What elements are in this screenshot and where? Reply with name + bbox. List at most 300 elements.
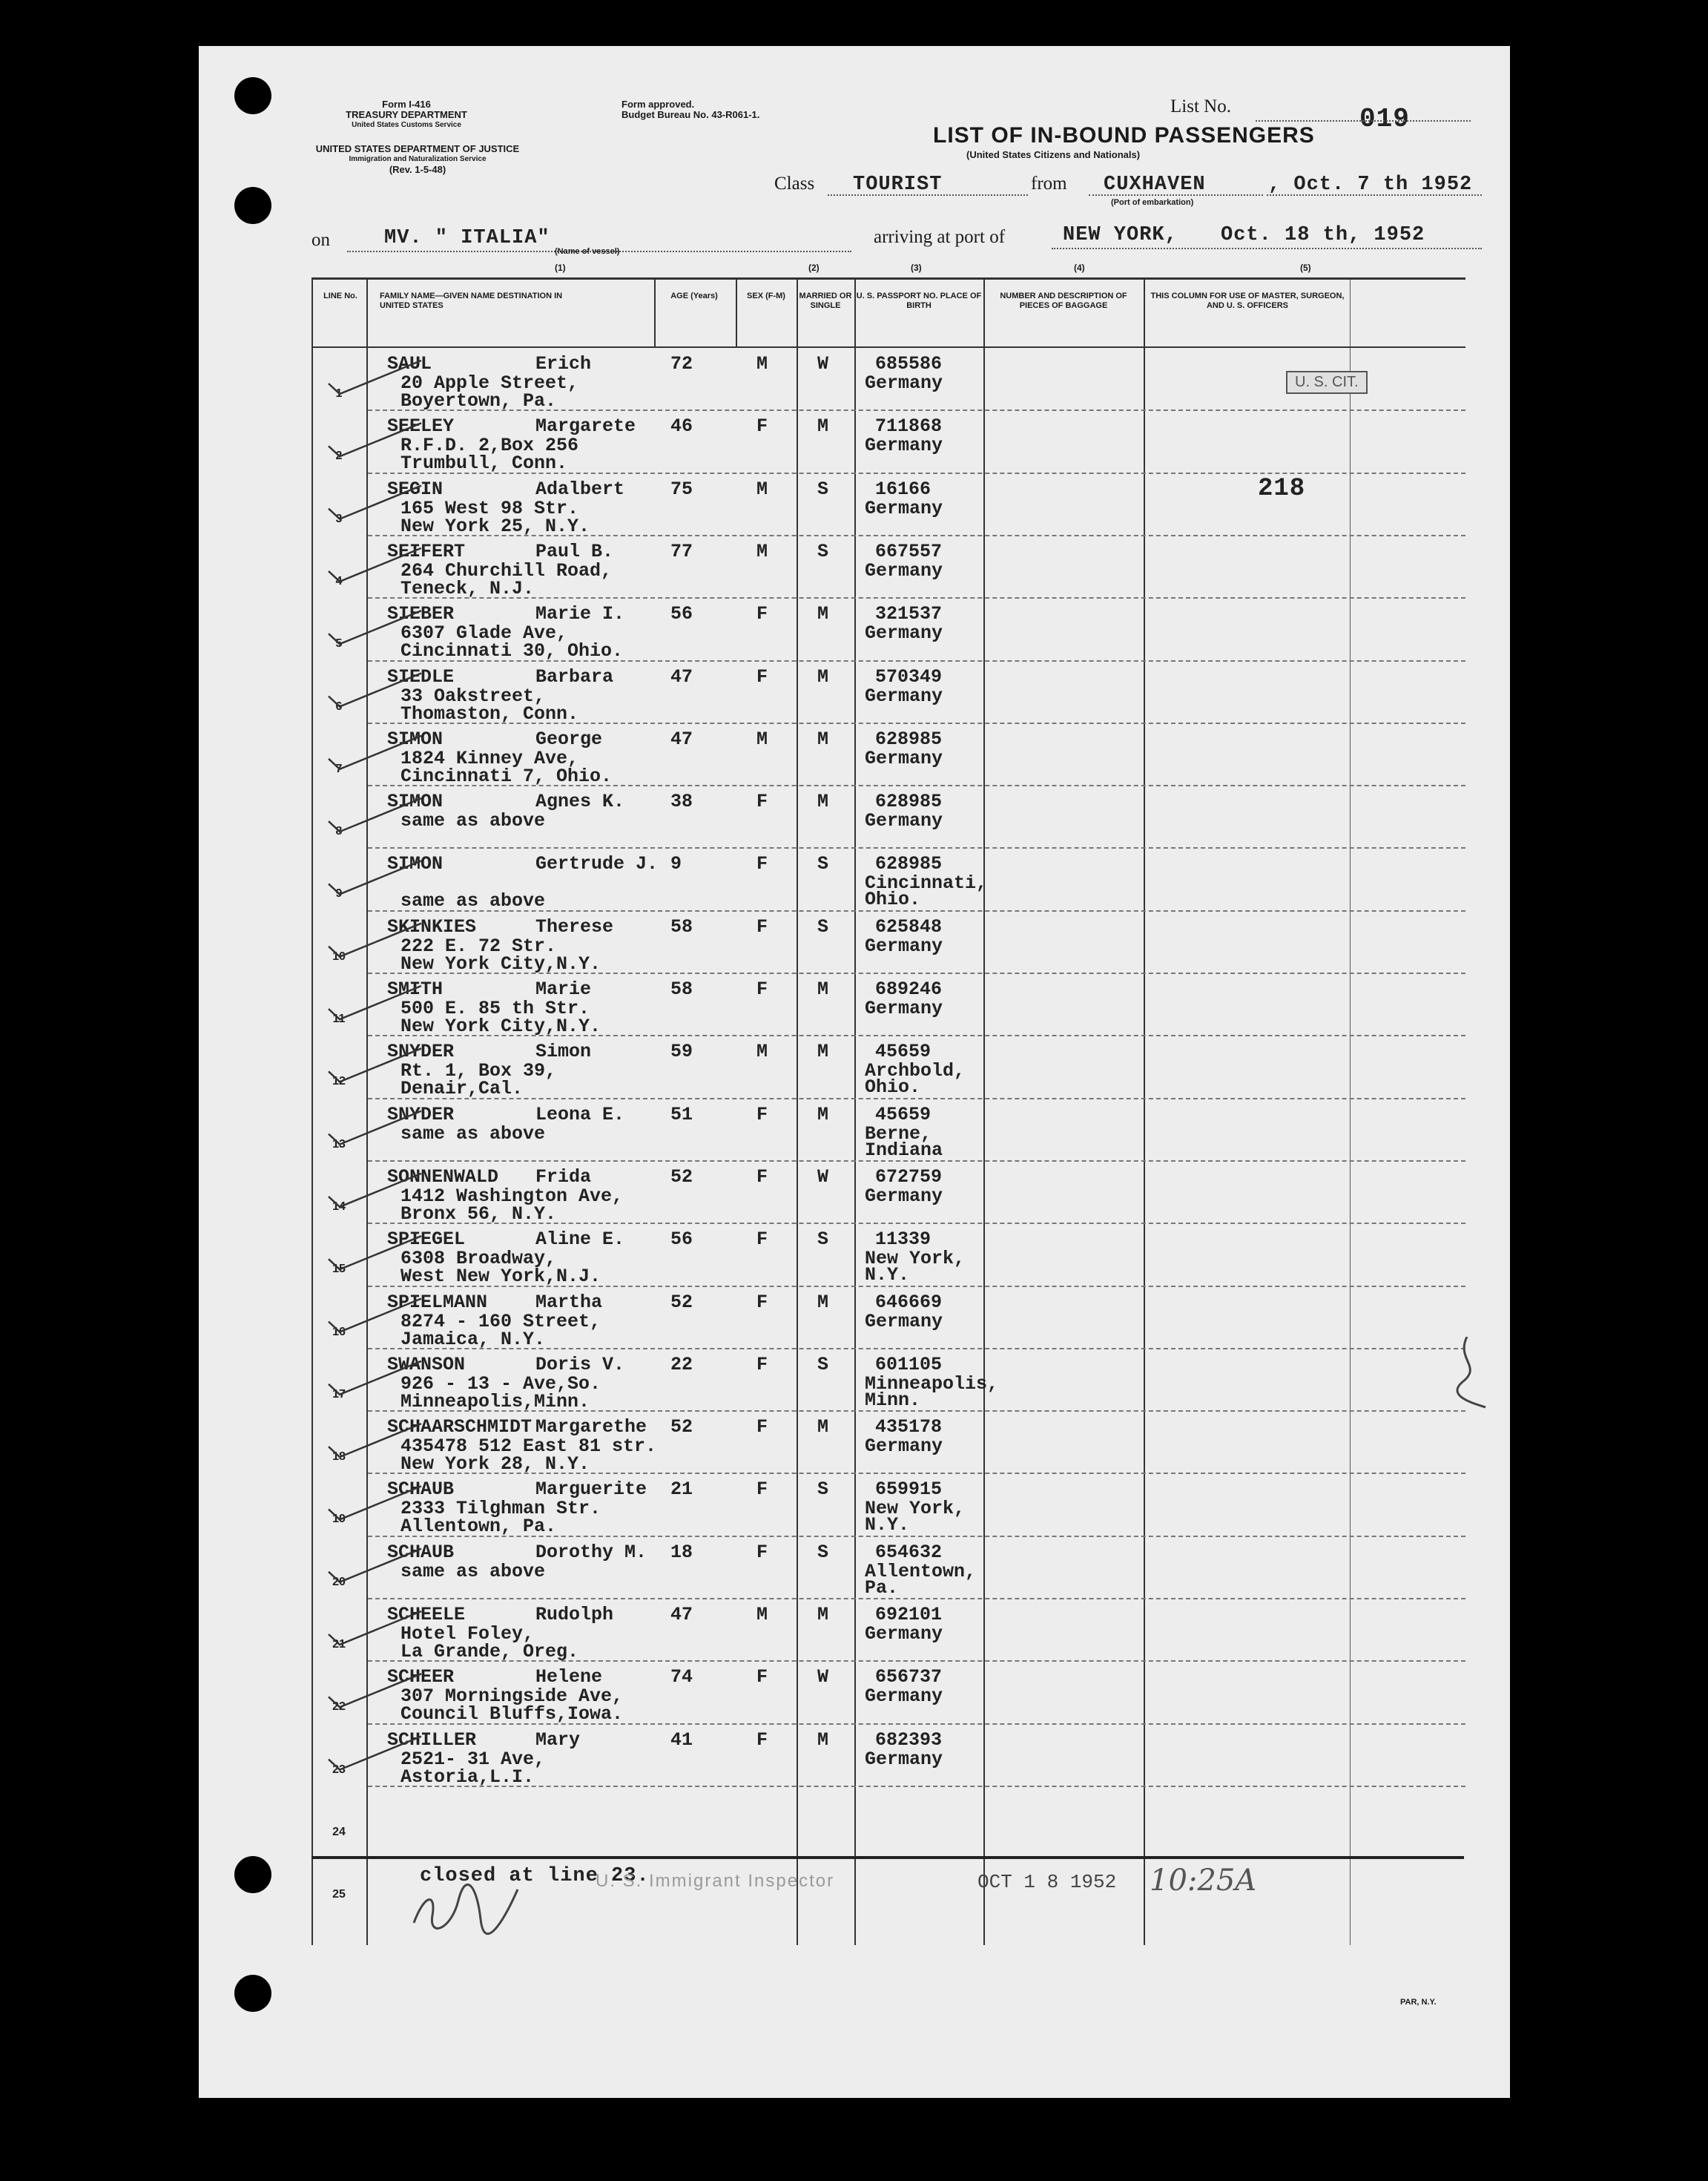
passenger-birthplace: Germany [865,998,943,1019]
col-baggage: NUMBER AND DESCRIPTION OF PIECES OF BAGGAGE [1000,292,1127,310]
row-divider [368,785,1465,786]
passenger-passport-number: 654632 [875,1541,943,1563]
passenger-birthplace: Germany [865,1435,943,1458]
passenger-age: 59 [670,1041,693,1063]
passenger-age: 9 [670,853,682,875]
passenger-birthplace: Germany [865,435,943,457]
line-number: 4 [335,574,343,588]
row-divider [368,1786,1465,1787]
binder-hole [234,77,271,114]
passenger-passport-number: 601105 [875,1353,943,1375]
passenger-marital-status: S [817,1228,829,1251]
passenger-family-name: SPIEGEL [387,1228,466,1251]
passenger-age: 52 [670,1416,693,1438]
passenger-sex: F [756,978,768,1000]
passenger-address-line: 20 Apple Street, [400,372,579,394]
passenger-given-name: Therese [535,915,614,938]
passenger-given-name: Helene [535,1666,603,1688]
passenger-address-line: 1824 Kinney Ave, [400,747,579,769]
passenger-birthplace: Pa. [865,1576,899,1599]
passenger-passport-number: 689246 [875,978,943,1000]
passenger-passport-number: 685586 [875,353,943,375]
passenger-family-name: SCHAARSCHMIDT [387,1416,532,1438]
col-sex: SEX (F-M) [747,292,785,300]
inspector-stamp: U. S. Immigrant Inspector [596,1871,835,1891]
passenger-passport-number: 321537 [875,603,943,625]
passenger-passport-number: 628985 [875,791,943,813]
passenger-age: 18 [670,1541,693,1563]
passenger-marital-status: M [817,728,829,750]
passenger-age: 52 [670,1165,693,1188]
margin-mark [1452,1337,1497,1411]
passenger-sex: F [756,1666,768,1688]
passenger-marital-status: M [817,1041,829,1063]
line-number: 12 [332,1075,346,1088]
passenger-address-line: New York 28, N.Y. [400,1453,590,1476]
line-number: 22 [332,1700,346,1714]
line-number: 5 [335,637,343,651]
passenger-age: 58 [670,978,693,1000]
row-divider [368,1223,1465,1224]
line-number: 8 [335,825,343,838]
from-label: from [1031,174,1067,194]
passenger-address-line: Trumbull, Conn. [400,453,568,475]
passenger-birthplace: Germany [865,1748,943,1770]
passenger-address-line: 222 E. 72 Str. [400,935,557,957]
passenger-family-name: SCHEER [387,1666,455,1688]
line-number: 20 [332,1575,346,1588]
officer-number: 218 [1258,475,1306,503]
row-divider [368,409,1465,411]
approval-block: Form approved. Budget Bureau No. 43-R061-1. [621,99,760,120]
handwritten-number: 10:25A [1150,1863,1257,1898]
passenger-address-line: La Grande, Oreg. [400,1641,579,1662]
from-value: CUXHAVEN [1104,174,1206,196]
passenger-birthplace: N.Y. [865,1514,910,1536]
passenger-address-line: New York 25, N.Y. [400,515,590,537]
line-number: 15 [332,1263,346,1276]
col-officers: THIS COLUMN FOR USE OF MASTER, SURGEON, AND U. S. OFFICERS [1150,292,1345,310]
passenger-marital-status: M [817,1291,829,1313]
passenger-age: 47 [670,665,693,688]
passenger-address-line: same as above [400,1122,546,1145]
line-number: 23 [332,1763,346,1776]
passenger-passport-number: 656737 [875,1666,943,1688]
passenger-age: 56 [670,1228,693,1251]
passenger-address-line: 307 Morningside Ave, [400,1685,624,1708]
passenger-marital-status: M [817,791,829,813]
row-divider [368,473,1465,474]
line-number: 16 [332,1325,346,1338]
line-number: 13 [332,1137,346,1151]
passenger-given-name: Frida [535,1165,592,1188]
passenger-age: 51 [670,1103,693,1125]
passenger-address-line: Council Bluffs,Iowa. [400,1703,624,1726]
row-divider [368,1598,1465,1599]
passenger-given-name: Marie I. [535,603,625,625]
passenger-birthplace: Minneapolis, [865,1372,999,1395]
passenger-birthplace: Minn. [865,1389,921,1411]
passenger-sex: F [756,415,768,438]
row-divider [368,973,1465,974]
line-number: 1 [335,387,343,400]
passenger-marital-status: M [817,603,829,625]
line-number: 17 [332,1387,346,1401]
passenger-address-line: Boyertown, Pa. [400,390,557,412]
passenger-given-name: Margarethe [535,1416,647,1438]
row-divider [368,1286,1465,1287]
passenger-age: 52 [670,1291,693,1313]
row-divider [368,660,1465,662]
passenger-address-line: 926 - 13 - Ave,So. [400,1372,601,1395]
line-number: 11 [332,1013,346,1025]
passenger-passport-number: 672759 [875,1165,943,1188]
passenger-given-name: Doris V. [535,1353,625,1375]
passenger-address-line: Jamaica, N.Y. [400,1328,546,1350]
line-number: 21 [332,1638,346,1651]
passenger-birthplace: Allentown, [865,1560,977,1582]
row-divider [368,1348,1465,1349]
row-divider [368,1473,1465,1474]
page-subtitle: (United States Citizens and Nationals) [966,149,1141,160]
passenger-marital-status: S [817,1541,829,1563]
passenger-birthplace: Germany [865,935,943,957]
passenger-family-name: SPIELMANN [387,1291,488,1313]
justice-block: UNITED STATES DEPARTMENT OF JUSTICE Immigration and Naturalization Service (Rev. 1-5-48) [315,143,520,175]
row-divider [368,1660,1465,1662]
passenger-birthplace: Germany [865,372,943,394]
passenger-passport-number: 16166 [875,478,932,500]
passenger-sex: F [756,1165,768,1188]
passenger-given-name: Aline E. [535,1228,625,1251]
passenger-sex: F [756,1541,768,1563]
passenger-address-line: 8274 - 160 Street, [400,1310,601,1332]
passenger-marital-status: M [817,665,829,688]
passenger-passport-number: 711868 [875,415,943,438]
passenger-address-line: Astoria,L.I. [400,1766,535,1788]
passenger-address-line: 165 West 98 Str. [400,497,579,519]
passenger-passport-number: 45659 [875,1041,932,1063]
passenger-address-line: New York City,N.Y. [400,1016,601,1037]
passenger-age: 46 [670,415,693,438]
passenger-marital-status: S [817,478,829,500]
passenger-age: 22 [670,1353,693,1375]
col-passport: U. S. PASSPORT NO. PLACE OF BIRTH [856,292,982,310]
passenger-sex: M [756,353,768,375]
inspection-date: OCT 1 8 1952 [977,1871,1117,1893]
line-number: 2 [335,450,343,463]
passenger-family-name: SEIFERT [387,540,466,562]
passenger-family-name: SIMON [387,728,444,750]
passenger-family-name: SMITH [387,978,444,1000]
passenger-birthplace: Germany [865,1185,943,1207]
passenger-age: 21 [670,1478,693,1501]
passenger-marital-status: S [817,1478,829,1501]
passenger-family-name: SWANSON [387,1353,466,1375]
passenger-given-name: Martha [535,1291,603,1313]
passenger-given-name: George [535,728,603,750]
passenger-family-name: SONNENWALD [387,1165,499,1188]
on-label: on [311,230,330,250]
passenger-birthplace: New York, [865,1498,966,1520]
passenger-passport-number: 646669 [875,1291,943,1313]
passenger-passport-number: 667557 [875,540,943,562]
passenger-address-line: 6308 Broadway, [400,1248,557,1270]
passenger-given-name: Mary [535,1728,581,1751]
vessel-caption: (Name of vessel) [555,247,620,256]
binder-hole [234,1856,271,1893]
passenger-passport-number: 435178 [875,1416,943,1438]
passenger-address-line: same as above [400,890,546,912]
list-no-label: List No. [1170,96,1231,116]
passenger-address-line: same as above [400,810,546,832]
col-name: FAMILY NAME—GIVEN NAME DESTINATION IN UNITED STATES [380,292,563,310]
passenger-given-name: Paul B. [535,540,614,562]
passenger-passport-number: 625848 [875,915,943,938]
passenger-sex: F [756,791,768,813]
passenger-marital-status: S [817,540,829,562]
row-divider [368,1410,1465,1412]
passenger-marital-status: S [817,853,829,875]
passenger-birthplace: Ohio. [865,889,921,911]
class-value: TOURIST [853,174,943,196]
passenger-address-line: same as above [400,1560,546,1582]
row-divider [368,1035,1465,1036]
passenger-sex: F [756,853,768,875]
passenger-given-name: Erich [535,353,592,375]
line-number: 14 [332,1200,346,1213]
passenger-age: 74 [670,1666,693,1688]
col-married: MARRIED OR SINGLE [799,292,852,310]
vessel-name: MV. " ITALIA" [384,227,550,249]
passenger-marital-status: W [817,353,829,375]
passenger-passport-number: 45659 [875,1103,932,1125]
passenger-family-name: SNYDER [387,1103,455,1125]
passenger-marital-status: W [817,1666,829,1688]
passenger-age: 72 [670,353,693,375]
passenger-birthplace: Germany [865,622,943,645]
passenger-sex: F [756,1728,768,1751]
passenger-age: 38 [670,791,693,813]
form-agency-block: Form I-416 TREASURY DEPARTMENT United States Customs Service [346,99,467,129]
row-divider [368,1536,1465,1537]
inspector-signature [406,1878,525,1938]
passenger-address-line: Cincinnati 7, Ohio. [400,765,613,787]
passenger-sex: F [756,915,768,938]
passenger-address-line: 1412 Washington Ave, [400,1185,624,1207]
arrival-date: Oct. 18 th, 1952 [1221,224,1425,246]
row-divider [368,1160,1465,1162]
passenger-address-line: 2521- 31 Ave, [400,1748,546,1770]
closed-note: closed at line 23. [420,1865,650,1887]
passenger-passport-number: 682393 [875,1728,943,1751]
arrival-port: NEW YORK, [1063,224,1178,246]
passenger-age: 41 [670,1728,693,1751]
line-number: 9 [335,887,343,901]
passenger-family-name: SIEDLE [387,665,455,688]
passenger-given-name: Dorothy M. [535,1541,647,1563]
passenger-sex: F [756,1416,768,1438]
passenger-address-line: Rt. 1, Box 39, [400,1060,557,1082]
passenger-birthplace: Germany [865,1623,943,1645]
passenger-list-sheet: Form I-416 TREASURY DEPARTMENT United States Customs Service UNITED STATES DEPARTMENT OF JUSTICE Immigration and Naturalization Service (Rev. 1-5-48) Form approved. Budget Bureau No. 43-R061-1. List No. 019 LIST OF IN-BOUND PASSENGERS (United States Citizens and Nationals) Class TOURIST from CUXHAVEN , Oct. 7 th 1952 (Port of embarkation) on MV. " ITALIA" (Name of vessel) arriving at port of NEW YORK, Oct. 18 th, 1952 (1) (2) (3) (4) (5) LINE No. FAMILY NAME—GIVEN NAME DESTINATION IN UNITED STATES AGE (Years) SEX (F-M) MARRIED OR SINGLE U. S. PASSPORT NO. PLACE OF BIRTH NUMBER AND DESCRIPTION OF PIECES OF BAGGAGE THIS COLUMN FOR USE OF MASTER, SURGEON, AND U. S. OFFICERS SAUL Erich 20 Apple Street, Boyertown, Pa. 72 M W 685586 Germany 1 SEELEY Margarete R.F.D. 2,Box 256 Trumbull, Conn. 46 F M 711868 Germany 2 SEGIN Adalbert 165 West 98 Str. New York 25, N.Y. 75 M S 16166 Germany 3 SEIFERT Paul B. 264 Churchill Road, Teneck, N.J. 77 M S 667557 Germany 4 SIEBER Marie I. 6307 Glade Ave, Cincinnati 30, Ohio. 56 F M 321537 Germany 5 SIEDLE Barbara 33 Oakstreet, Thomaston, Conn. 47 F M 570349 Germany 6 SIMON George 1824 Kinney Ave, Cincinnati 7, Ohio. 47 M M 628985 Germany 7 SIMON Agnes K. same as above 38 F M 628985 Germany 8 SIMON Gertrude J. same as above 9 F S 628985 Cincinnati, Ohio. 9 SKINKIES Therese 222 E. 72 Str. New York City,N.Y. 58 F S 625848 Germany 10 SMITH Marie 500 E. 85 th Str. New York City,N.Y. 58 F M 689246 Germany 11 SNYDER Simon Rt. 1, Box 39, Denair,Cal. 59 M M 45659 Archbold, Ohio. 12 SNYDER Leona E. same as above 51 F M 45659 Berne, Indiana 13 SONNENWALD Frida 1412 Washington Ave, Bronx 56, N.Y. 52 F W 672759 Germany 14 SPIEGEL Aline E. 6308 Broadway, West New York,N.J. 56 F S 11339 New York, N.Y. 15 SPIELMANN Martha 8274 - 160 Street, Jamaica, N.Y. 52 F M 646669 Germany 16 SWANSON Doris V. 926 - 13 - Ave,So. Minneapolis,Minn. 22 F S 601105 Minneapolis, Minn. 17 SCHAARSCHMIDT Margarethe 435478 512 East 81 str. New York 28, N.Y. 52 F M 435178 Germany 18 SCHAUB Marguerite 2333 Tilghman Str. Allentown, Pa. 21 F S 659915 New York, N.Y. 19 SCHAUB Dorothy M. same as above 18 F S 654632 Allentown, Pa. 20 SCHEELE Rudolph Hotel Foley, La Grande, Oreg. 47 M M 692101 Germany 21 SCHEER Helene 307 Morningside Ave, Council Bluffs,Iowa. 74 F W 656737 Germany 22 SCHILLER Mary 2521- 31 Ave, Astoria,L.I. 41 F M 682393 Germany 23 24 25 U. S. CIT. 218 closed at line 23. U. S. Immigrant Inspector OCT 1 8 1952 10:25A PAR, N.Y. [199,46,1510,2098]
passenger-age: 47 [670,1604,693,1625]
passenger-sex: F [756,1228,768,1251]
class-label: Class [774,174,815,194]
passenger-family-name: SCHAUB [387,1541,455,1563]
passenger-address-line: Bronx 56, N.Y. [400,1203,557,1225]
passenger-address-line: 2333 Tilghman Str. [400,1498,601,1520]
passenger-family-name: SEELEY [387,415,455,438]
passenger-address-line: 264 Churchill Road, [400,559,613,582]
passenger-marital-status: W [817,1165,829,1188]
passenger-birthplace: Berne, [865,1122,932,1145]
passenger-family-name: SNYDER [387,1041,455,1063]
passenger-given-name: Simon [535,1041,592,1063]
line-number: 6 [335,700,343,713]
passenger-address-line: Teneck, N.J. [400,577,535,599]
passenger-marital-status: M [817,1604,829,1625]
binder-hole [234,1975,271,2012]
passenger-birthplace: Germany [865,747,943,769]
passenger-family-name: SCHEELE [387,1604,466,1625]
passenger-birthplace: Indiana [865,1139,943,1161]
line-number: 18 [332,1450,346,1464]
passenger-birthplace: Germany [865,559,943,582]
passenger-birthplace: Germany [865,497,943,519]
passenger-family-name: SCHAUB [387,1478,455,1501]
passenger-birthplace: N.Y. [865,1264,910,1286]
passenger-sex: F [756,1291,768,1313]
line-number: 24 [332,1825,346,1838]
passenger-marital-status: M [817,1416,829,1438]
passenger-sex: F [756,1103,768,1125]
passenger-given-name: Gertrude J. [535,853,659,875]
us-citizen-stamp: U. S. CIT. [1286,371,1368,394]
passenger-address-line: R.F.D. 2,Box 256 [400,435,579,457]
passenger-birthplace: Germany [865,1685,943,1708]
passenger-birthplace: Germany [865,1310,943,1332]
passenger-birthplace: Germany [865,685,943,707]
passenger-birthplace: Archbold, [865,1060,966,1082]
col-line-no: LINE No. [323,292,357,300]
passenger-marital-status: S [817,1353,829,1375]
col-age: AGE (Years) [670,292,718,300]
passenger-marital-status: M [817,1728,829,1751]
passenger-family-name: SCHILLER [387,1728,477,1751]
printer-mark: PAR, N.Y. [1400,1998,1437,2007]
passenger-address-line: Denair,Cal. [400,1078,524,1100]
line-number: 7 [335,762,343,775]
passenger-given-name: Rudolph [535,1604,614,1625]
passenger-family-name: SIMON [387,853,444,875]
passenger-sex: M [756,478,768,500]
row-divider [368,535,1465,536]
passenger-sex: M [756,540,768,562]
passenger-passport-number: 659915 [875,1478,943,1501]
passenger-table [311,277,1465,1945]
passenger-given-name: Marguerite [535,1478,647,1501]
passenger-given-name: Margarete [535,415,636,438]
passenger-age: 58 [670,915,693,938]
passenger-birthplace: Cincinnati, [865,872,988,895]
line-number: 10 [332,950,346,963]
row-divider [368,847,1465,849]
page-title: LIST OF IN-BOUND PASSENGERS [933,123,1315,148]
passenger-given-name: Marie [535,978,592,1000]
passenger-address-line: Allentown, Pa. [400,1516,557,1538]
binder-hole [234,187,271,224]
passenger-sex: F [756,1353,768,1375]
passenger-age: 75 [670,478,693,500]
passenger-age: 56 [670,603,693,625]
row-divider [368,910,1465,912]
passenger-sex: F [756,603,768,625]
passenger-passport-number: 11339 [875,1228,932,1251]
passenger-age: 47 [670,728,693,750]
passenger-address-line: 6307 Glade Ave, [400,622,568,645]
passenger-address-line: Thomaston, Conn. [400,703,579,725]
passenger-marital-status: M [817,978,829,1000]
passenger-birthplace: Ohio. [865,1076,921,1099]
row-divider [368,723,1465,724]
passenger-address-line: 435478 512 East 81 str. [400,1435,657,1458]
passenger-marital-status: M [817,415,829,438]
passenger-sex: F [756,665,768,688]
passenger-given-name: Leona E. [535,1103,625,1125]
row-divider [368,597,1465,599]
departure-date: , Oct. 7 th 1952 [1268,174,1473,196]
list-number: 019 [1359,104,1410,134]
passenger-address-line: Minneapolis,Minn. [400,1390,590,1412]
port-of-embarkation-caption: (Port of embarkation) [1111,198,1194,207]
line-number: 25 [332,1888,346,1901]
passenger-passport-number: 628985 [875,728,943,750]
passenger-sex: M [756,1041,768,1063]
passenger-given-name: Barbara [535,665,614,688]
passenger-family-name: SIMON [387,791,444,813]
passenger-passport-number: 692101 [875,1604,943,1625]
passenger-given-name: Agnes K. [535,791,625,813]
passenger-family-name: SAUL [387,353,432,375]
passenger-address-line: Hotel Foley, [400,1623,535,1645]
passenger-sex: M [756,728,768,750]
passenger-family-name: SEGIN [387,478,444,500]
line-number: 19 [332,1513,346,1526]
passenger-age: 77 [670,540,693,562]
passenger-family-name: SKINKIES [387,915,477,938]
row-divider [368,1098,1465,1099]
passenger-address-line: 500 E. 85 th Str. [400,998,590,1019]
passenger-birthplace: New York, [865,1248,966,1270]
passenger-given-name: Adalbert [535,478,625,500]
passenger-address-line: 33 Oakstreet, [400,685,546,707]
passenger-passport-number: 628985 [875,853,943,875]
passenger-sex: M [756,1604,768,1625]
passenger-address-line: Cincinnati 30, Ohio. [400,640,624,662]
passenger-marital-status: M [817,1103,829,1125]
row-divider [368,1723,1465,1725]
passenger-address-line: West New York,N.J. [400,1266,601,1288]
passenger-marital-status: S [817,915,829,938]
passenger-family-name: SIEBER [387,603,455,625]
arriving-label: arriving at port of [874,227,1006,247]
passenger-passport-number: 570349 [875,665,943,688]
passenger-sex: F [756,1478,768,1501]
line-number: 3 [335,512,343,525]
passenger-birthplace: Germany [865,810,943,832]
passenger-address-line: New York City,N.Y. [400,953,601,975]
